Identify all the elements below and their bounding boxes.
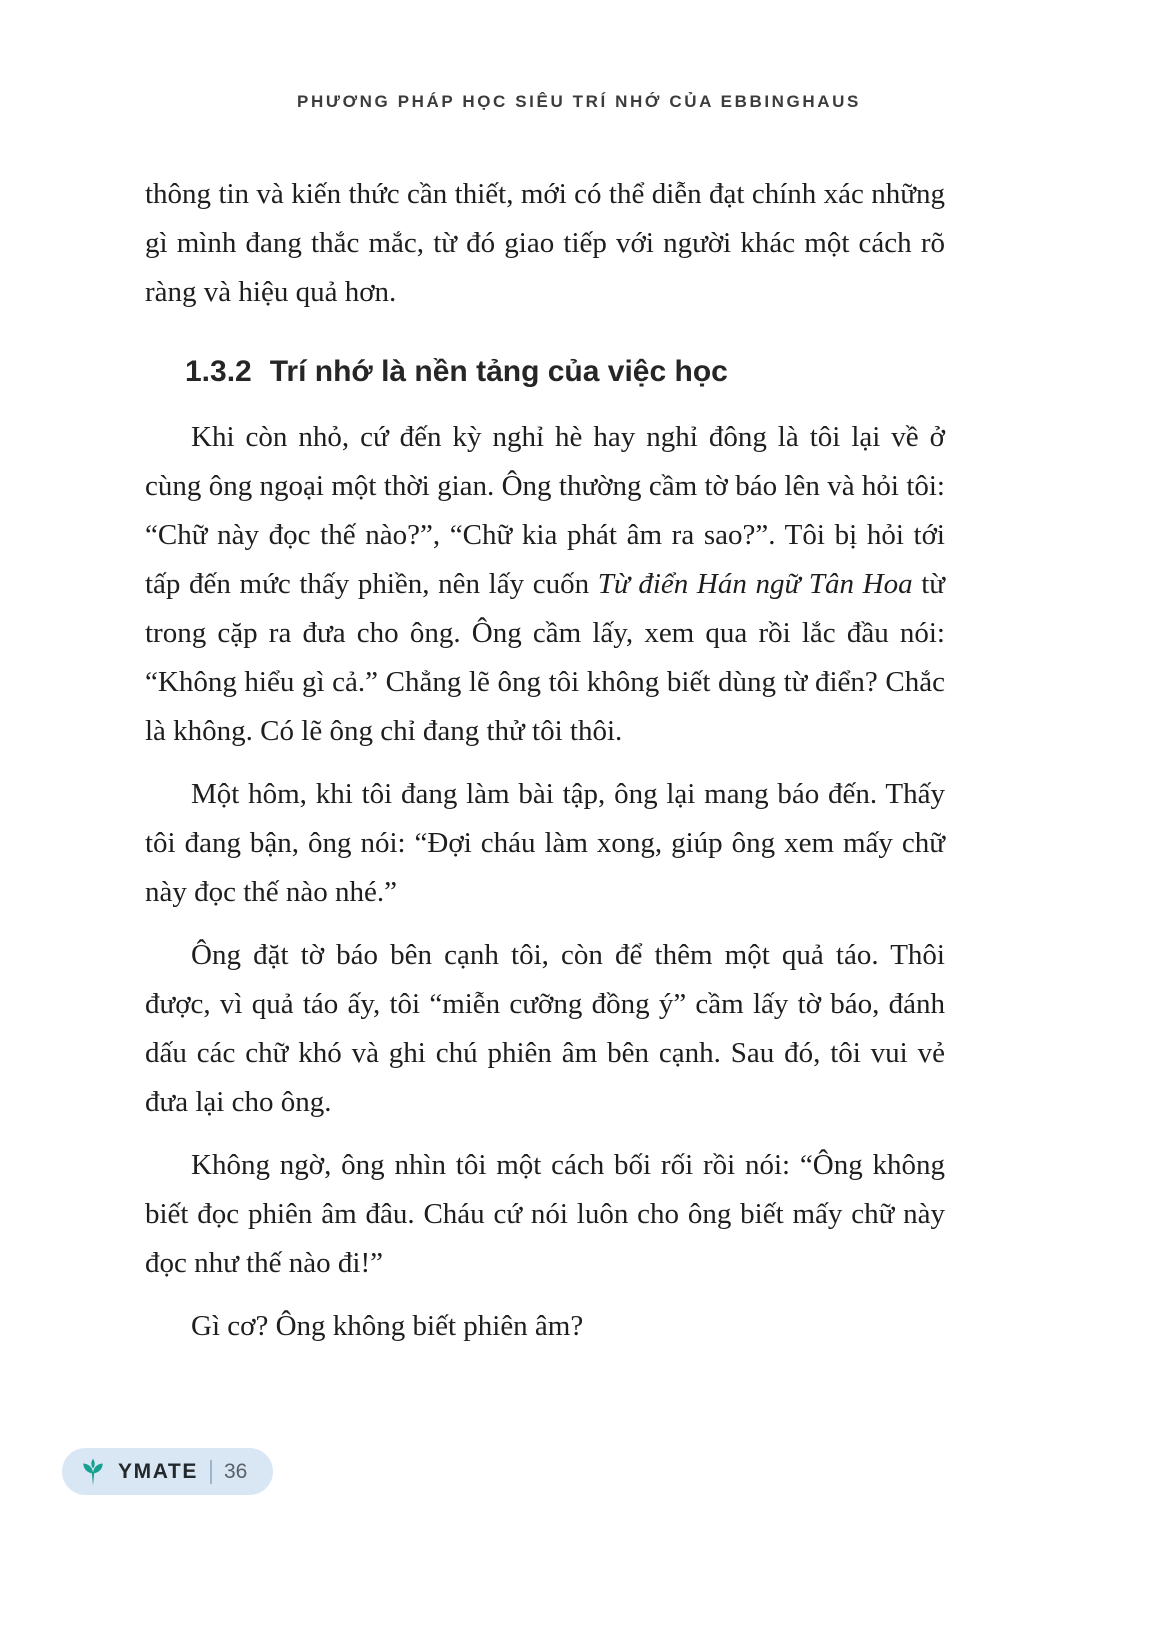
section-number: 1.3.2: [185, 355, 252, 388]
section-title: Trí nhớ là nền tảng của việc học: [269, 355, 728, 388]
page-content: [145, 170, 945, 1351]
book-title-italic: Từ điển Hán ngữ Tân Hoa: [597, 568, 913, 600]
paragraph: [145, 413, 945, 756]
footer-divider: [210, 1460, 212, 1484]
paragraph-segment: Khi còn nhỏ, cứ đến kỳ nghỉ hè hay nghỉ đông là tôi lại về ở cùng ông ngoại một thời gian. Ông thường cầm tờ báo lên và hỏi tôi: “Chữ này đọc thế nào?”, “Chữ kia phát âm ra sao?”. Tôi bị hỏi tới tấp đến mức thấy phiền, nên lấy cuốn: [145, 421, 945, 600]
paragraph: Không ngờ, ông nhìn tôi một cách bối rối rồi nói: “Ông không biết đọc phiên âm đâu. Cháu cứ nói luôn cho ông biết mấy chữ này đọc như thế nào đi!”: [145, 1149, 945, 1279]
paragraph-segment: từ trong cặp ra đưa cho ông. Ông cầm lấy, xem qua rồi lắc đầu nói: “Không hiểu gì cả.” Chẳng lẽ ông tôi không biết dùng từ điển? Chắc là không. Có lẽ ông chỉ đang thử tôi thôi.: [145, 568, 945, 747]
ymate-logo-icon: [78, 1457, 108, 1487]
paragraph: Ông đặt tờ báo bên cạnh tôi, còn để thêm một quả táo. Thôi được, vì quả táo ấy, tôi “miễn cưỡng đồng ý” cầm lấy tờ báo, đánh dấu các chữ khó và ghi chú phiên âm bên cạnh. Sau đó, tôi vui vẻ đưa lại cho ông.: [145, 939, 945, 1118]
paragraph: Một hôm, khi tôi đang làm bài tập, ông lại mang báo đến. Thấy tôi đang bận, ông nói: “Đợi cháu làm xong, giúp ông xem mấy chữ này đọc thế nào nhé.”: [145, 778, 945, 908]
paragraph-intro-continuation: thông tin và kiến thức cần thiết, mới có thể diễn đạt chính xác những gì mình đang thắc mắc, từ đó giao tiếp với người khác một cách rõ ràng và hiệu quả hơn.: [145, 178, 945, 308]
footer-brand-pill: [62, 1448, 273, 1495]
paragraph: Gì cơ? Ông không biết phiên âm?: [191, 1310, 584, 1342]
brand-name: YMATE: [118, 1459, 198, 1483]
section-heading: [185, 353, 945, 391]
page-number: 36: [223, 1459, 248, 1483]
running-header: PHƯƠNG PHÁP HỌC SIÊU TRÍ NHỚ CỦA EBBINGHAUS: [297, 92, 861, 111]
